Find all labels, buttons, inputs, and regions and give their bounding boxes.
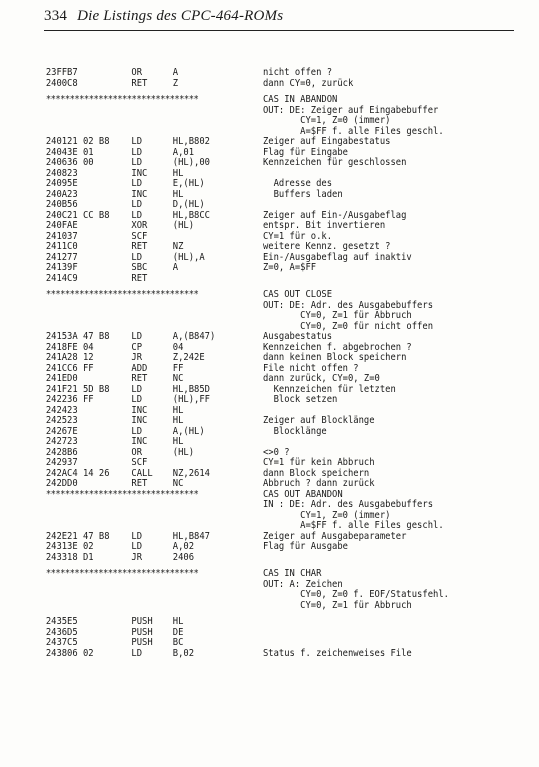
mnemonic: JR [131,551,143,563]
opcode-bytes: 7E [67,425,78,437]
mnemonic: INC [131,188,148,200]
address: 2418 [45,341,68,353]
mnemonic: SCF [131,230,148,242]
address: 242D [45,478,68,489]
mnemonic: LD [131,647,143,659]
opcode-bytes: E5 [67,616,78,627]
operand: NZ,2614 [172,467,211,479]
opcode-bytes: D0 [67,478,78,489]
comment: OUT: DE: Adr. des Ausgabebuffers [262,299,434,311]
opcode-bytes: 3A 47 B8 [67,331,110,342]
comment: OUT: DE: Zeiger auf Eingabebuffer [262,104,439,116]
comment: <>0 ? [262,446,290,458]
mnemonic: CP [131,341,143,353]
opcode-bytes: C6 FF [67,362,94,374]
comment: A=$FF f. alle Files geschl. [262,125,444,137]
operand: A,01 [172,146,195,158]
address: 2406 [45,157,68,168]
comment: dann zurück, CY=0, Z=0 [262,373,380,384]
comment: IN : DE: Adr. des Ausgabebuffers [262,499,434,510]
address: 2422 [45,394,68,405]
comment: Buffers laden [262,188,343,200]
mnemonic: LD [131,136,143,147]
opcode-bytes: 5E [67,178,78,189]
comment: Kennzeichen für geschlossen [262,157,407,168]
address: 2437 [45,637,68,648]
code-row [44,617,486,628]
address: 2428 [45,446,68,458]
code-row [44,190,486,201]
operand: NC [172,478,184,489]
operand: D,(HL) [172,199,205,210]
code-row [44,427,486,438]
code-row [44,158,486,169]
operand: HL [172,167,184,179]
mnemonic: RET [131,77,148,89]
comment: CY=0, Z=1 für Abbruch [262,310,412,321]
address: 241C [45,362,68,374]
opcode-bytes: 23 [67,436,78,447]
address: 2411 [45,241,68,252]
operand: HL [172,404,184,416]
comment: CAS OUT ABANDON [262,488,343,500]
comment-row [44,521,486,532]
comment-row [44,116,486,127]
address: 2413 [45,262,68,273]
comment: Ein-/Ausgabeflag auf inaktiv [262,251,412,263]
section-header-row [44,569,486,580]
address: 2426 [45,425,68,437]
comment: Kennzeichen f. abgebrochen ? [262,341,412,353]
mnemonic: LD [131,425,143,437]
opcode-bytes: 3E 01 [67,146,94,158]
code-row [44,200,486,211]
comment: Zeiger auf Ausgabeparameter [262,530,407,542]
separator-stars: ******************************** [45,488,199,500]
mnemonic: LD [131,209,143,221]
mnemonic: PUSH [131,626,153,638]
comment: A=$FF f. alle Files geschl. [262,520,444,531]
address: 2410 [45,230,68,242]
comment: Status f. zeichenweises File [262,647,412,659]
opcode-bytes: 23 [67,404,78,416]
section-header-row [44,95,486,106]
address: 2429 [45,457,68,468]
operand: FF [172,362,184,374]
address: 241E [45,373,68,384]
comment: Ausgabestatus [262,331,333,342]
mnemonic: RET [131,241,148,252]
opcode-bytes: C9 [67,272,78,284]
code-row [44,553,486,564]
opcode-bytes: C4 14 26 [67,467,110,479]
running-title: Die Listings des CPC-464-ROMs [77,8,284,24]
mnemonic: LD [131,251,143,263]
mnemonic: JR [131,352,143,363]
mnemonic: RET [131,373,148,384]
code-row [44,263,486,274]
address: 2436 [45,626,68,638]
mnemonic: INC [131,436,148,447]
comment: weitere Kennz. gesetzt ? [262,241,391,252]
code-row [44,395,486,406]
opcode-bytes: 37 [67,457,78,468]
code-row [44,274,486,285]
operand: A,(B847) [172,331,216,342]
comment: CY=0, Z=0 für nicht offen [262,320,434,332]
operand: (HL),A [172,251,205,263]
comment-row [44,500,486,511]
comment-row [44,590,486,601]
mnemonic: OR [131,446,143,458]
opcode-bytes: D5 [67,626,78,638]
comment: CAS OUT CLOSE [262,289,333,300]
code-row [44,437,486,448]
opcode-bytes: 23 [67,167,78,179]
assembly-listing [44,68,486,659]
address: 240C [45,209,68,221]
address: 2415 [45,331,68,342]
opcode-bytes: 77 [67,251,78,263]
comment: Z=0, A=$FF [262,262,317,273]
mnemonic: XOR [131,220,148,231]
operand: A,(HL) [172,425,205,437]
opcode-bytes: C8 [67,77,78,89]
opcode-bytes: 3E 02 [67,541,94,552]
operand: NC [172,373,184,384]
comment: nicht offen ? [262,67,333,78]
comment: CY=1 für o.k. [262,230,333,242]
opcode-bytes: 21 5D B8 [67,383,110,395]
address: 2438 [45,647,68,659]
operand: (HL) [172,446,195,458]
separator-stars: ******************************** [45,568,199,579]
code-row [44,79,486,90]
code-row [44,416,486,427]
opcode-bytes: B6 [67,446,78,458]
opcode-bytes: 36 00 [67,157,94,168]
comment: dann Block speichern [262,467,370,479]
mnemonic: LD [131,199,143,210]
code-row [44,179,486,190]
comment: dann keinen Block speichern [262,352,407,363]
code-row [44,638,486,649]
mnemonic: ADD [131,362,148,374]
opcode-bytes: 36 FF [67,394,94,405]
operand: (HL),00 [172,157,211,168]
mnemonic: LD [131,331,143,342]
mnemonic: PUSH [131,637,153,648]
address: 242A [45,467,68,479]
operand: 04 [172,341,184,353]
mnemonic: INC [131,167,148,179]
code-row [44,374,486,385]
address: 2431 [45,541,68,552]
operand: A,02 [172,541,195,552]
code-row [44,649,486,660]
operand: HL,B802 [172,136,211,147]
comment: Adresse des [262,178,333,189]
comment: Zeiger auf Ein-/Ausgabeflag [262,209,407,221]
mnemonic: SCF [131,457,148,468]
code-row [44,332,486,343]
operand: Z,242E [172,352,205,363]
code-row [44,542,486,553]
mnemonic: LD [131,530,143,542]
comment: CY=1 für kein Abbruch [262,457,375,468]
comment: CY=1, Z=0 (immer) [262,115,391,126]
address: 240B [45,199,68,210]
address: 242E [45,530,68,542]
code-row [44,353,486,364]
opcode-bytes: 21 47 B8 [67,530,110,542]
opcode-bytes: D0 [67,373,78,384]
mnemonic: RET [131,272,148,284]
mnemonic: INC [131,415,148,426]
comment: CAS IN ABANDON [262,94,338,105]
mnemonic: INC [131,404,148,416]
operand: A [172,67,179,78]
comment: OUT: A: Zeichen [262,578,343,590]
address: 2404 [45,146,68,158]
address: 2408 [45,167,68,179]
opcode-bytes: B7 [67,67,78,78]
operand: DE [172,626,184,638]
mnemonic: OR [131,67,143,78]
opcode-bytes: 18 D1 [67,551,94,563]
opcode-bytes: FE 04 [67,341,94,353]
code-row [44,479,486,490]
page-header [44,8,514,25]
opcode-bytes: 06 02 [67,647,94,659]
comment: Zeiger auf Blocklänge [262,415,375,426]
operand: HL [172,415,184,426]
operand: HL,B8CC [172,209,211,221]
mnemonic: CALL [131,467,153,479]
operand: (HL),FF [172,394,211,405]
mnemonic: LD [131,157,143,168]
comment-row [44,311,486,322]
address: 2409 [45,178,68,189]
code-row [44,137,486,148]
mnemonic: RET [131,478,148,489]
comment: Blocklänge [262,425,327,437]
address: 2424 [45,404,68,416]
address: 2412 [45,251,68,263]
address: 2401 [45,136,68,147]
comment: CY=1, Z=0 (immer) [262,509,391,521]
operand: BC [172,637,184,648]
opcode-bytes: C0 [67,241,78,252]
address: 2425 [45,415,68,426]
operand: NZ [172,241,184,252]
opcode-bytes: 28 12 [67,352,94,363]
opcode-bytes: 21 02 B8 [67,136,110,147]
address: 2427 [45,436,68,447]
operand: HL [172,188,184,200]
address: 2400 [45,77,68,89]
address: 241F [45,383,68,395]
mnemonic: SBC [131,262,148,273]
comment: Abbruch ? dann zurück [262,478,375,489]
mnemonic: LD [131,383,143,395]
comment: dann CY=0, zurück [262,77,354,89]
operand: B,02 [172,647,195,659]
opcode-bytes: 56 [67,199,78,210]
comment: Zeiger auf Eingabestatus [262,136,391,147]
opcode-bytes: 23 [67,415,78,426]
comment: CY=0, Z=0 f. EOF/Statusfehl. [262,589,449,600]
comment: CAS IN CHAR [262,568,322,579]
opcode-bytes: AE [67,220,78,231]
separator-stars: ******************************** [45,289,199,300]
section-header-row [44,290,486,301]
comment: File nicht offen ? [262,362,359,374]
operand: HL,B85D [172,383,211,395]
mnemonic: LD [131,394,143,405]
operand: HL,B847 [172,530,211,542]
address: 23FF [45,67,68,78]
opcode-bytes: 21 CC B8 [67,209,110,221]
comment: Block setzen [262,394,338,405]
operand: Z [172,77,179,89]
comment: Kennzeichen für letzten [262,383,396,395]
operand: (HL) [172,220,195,231]
address: 2433 [45,551,68,563]
mnemonic: PUSH [131,616,153,627]
address: 2414 [45,272,68,284]
opcode-bytes: 9F [67,262,78,273]
operand: E,(HL) [172,178,205,189]
address: 2435 [45,616,68,627]
code-row [44,221,486,232]
comment: entspr. Bit invertieren [262,220,386,231]
mnemonic: LD [131,146,143,158]
comment: Flag für Ausgabe [262,541,348,552]
opcode-bytes: 23 [67,188,78,200]
address: 240F [45,220,68,231]
operand: HL [172,436,184,447]
code-row [44,458,486,469]
comment-row [44,601,486,612]
address: 240A [45,188,68,200]
mnemonic: LD [131,178,143,189]
page-number: 334 [44,8,68,24]
operand: 2406 [172,551,195,563]
comment: CY=0, Z=1 für Abbruch [262,599,412,611]
mnemonic: LD [131,541,143,552]
header-rule [44,30,514,31]
operand: A [172,262,179,273]
code-row [44,68,486,79]
comment: Flag für Eingabe [262,146,348,158]
opcode-bytes: 37 [67,230,78,242]
opcode-bytes: C5 [67,637,78,648]
operand: HL [172,616,184,627]
code-row [44,628,486,639]
separator-stars: ******************************** [45,94,199,105]
code-row [44,242,486,253]
address: 241A [45,352,68,363]
